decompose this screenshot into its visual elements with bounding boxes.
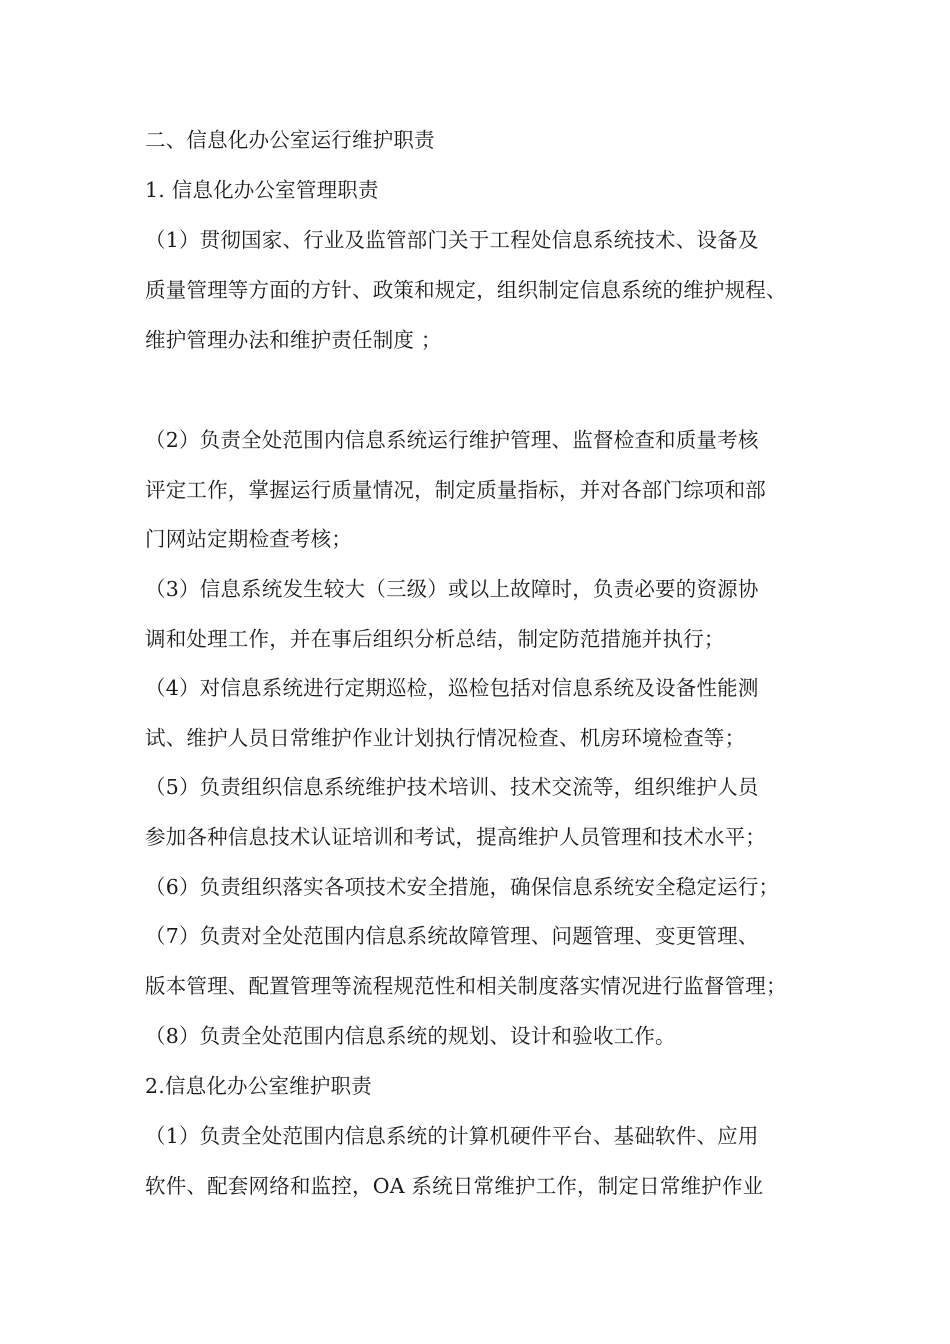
subsection-heading: 2.信息化办公室维护职责 — [145, 1074, 372, 1098]
paragraph-line: （6）负责组织落实各项技术安全措施，确保信息系统安全稳定运行； — [145, 875, 780, 899]
section-heading: 二、信息化办公室运行维护职责 — [145, 128, 435, 152]
paragraph-line: （1）贯彻国家、行业及监管部门关于工程处信息系统技术、设备及 — [145, 228, 759, 252]
paragraph-line: （2）负责全处范围内信息系统运行维护管理、监督检查和质量考核 — [145, 428, 759, 452]
subsection-heading: 1. 信息化办公室管理职责 — [145, 178, 379, 202]
paragraph-line: （8）负责全处范围内信息系统的规划、设计和验收工作。 — [145, 1024, 676, 1048]
paragraph-line: 门网站定期检查考核； — [145, 527, 352, 551]
paragraph-line: 版本管理、配置管理等流程规范性和相关制度落实情况进行监督管理； — [145, 974, 787, 998]
paragraph-line: 参加各种信息技术认证培训和考试，提高维护人员管理和技术水平； — [145, 825, 766, 849]
paragraph-line: （3）信息系统发生较大（三级）或以上故障时，负责必要的资源协 — [145, 577, 759, 601]
paragraph-line: （7）负责对全处范围内信息系统故障管理、问题管理、变更管理、 — [145, 924, 759, 948]
paragraph-line: （5）负责组织信息系统维护技术培训、技术交流等，组织维护人员 — [145, 775, 759, 799]
paragraph-line: 维护管理办法和维护责任制度 ； — [145, 328, 442, 352]
paragraph-line: 质量管理等方面的方针、政策和规定，组织制定信息系统的维护规程、 — [145, 278, 787, 302]
paragraph-line: 试、维护人员日常维护作业计划执行情况检查、机房环境检查等； — [145, 726, 746, 750]
paragraph-line: 评定工作，掌握运行质量情况，制定质量指标，并对各部门综项和部 — [145, 478, 766, 502]
paragraph-line: 调和处理工作，并在事后组织分析总结，制定防范措施并执行； — [145, 627, 725, 651]
paragraph-line: （1）负责全处范围内信息系统的计算机硬件平台、基础软件、应用 — [145, 1124, 759, 1148]
paragraph-line: 软件、配套网络和监控，OA 系统日常维护工作，制定日常维护作业 — [145, 1174, 764, 1198]
paragraph-line: （4）对信息系统进行定期巡检，巡检包括对信息系统及设备性能测 — [145, 676, 759, 700]
